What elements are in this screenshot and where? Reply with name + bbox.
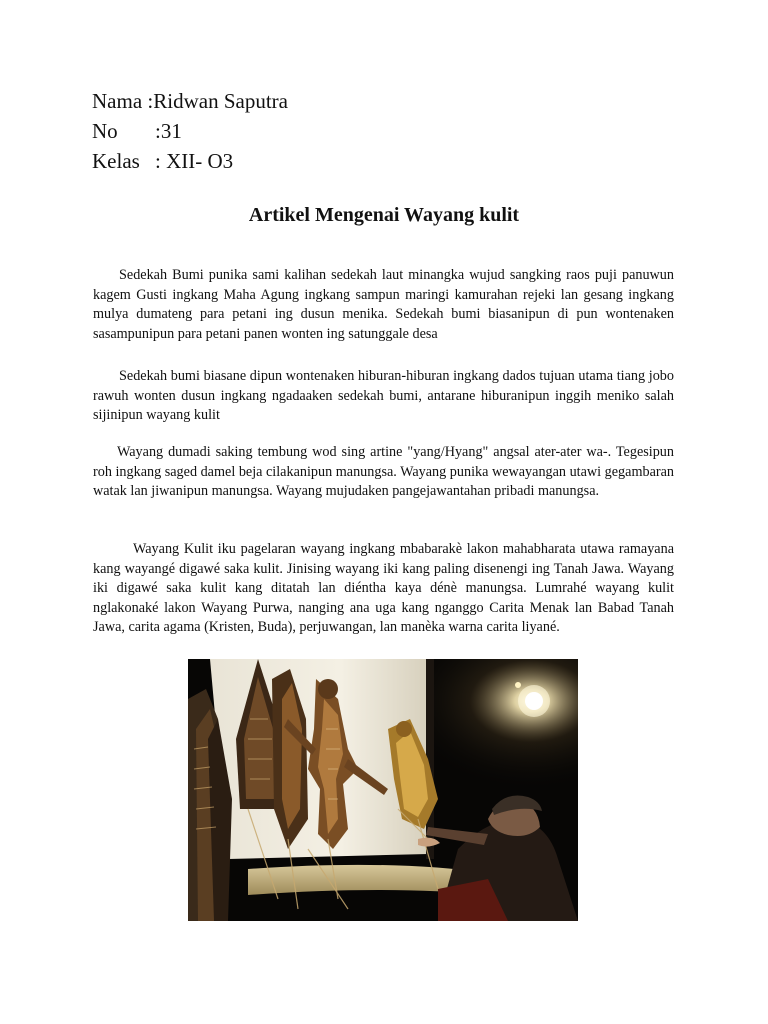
wayang-kulit-photo bbox=[188, 659, 578, 921]
class-label: Kelas bbox=[92, 149, 140, 173]
paragraph-2: Sedekah bumi biasane dipun wontenaken hiburan-hiburan ingkang dados tujuan utama tiang jobo rawuh wonten dusun ingkang ngadaaken sedekah bumi, antarane hiburanipun inggih meniko salah sijinipun wayang kulit bbox=[93, 368, 674, 423]
article-title: Artikel Mengenai Wayang kulit bbox=[248, 204, 520, 226]
wayang-kulit-illustration bbox=[188, 659, 578, 921]
class-value: : XII- O3 bbox=[155, 149, 234, 173]
name-value: :Ridwan Saputra bbox=[147, 89, 288, 113]
student-info bbox=[92, 86, 288, 176]
number-label: No bbox=[92, 119, 118, 143]
number-value: :31 bbox=[155, 119, 182, 143]
name-label: Nama bbox=[92, 89, 143, 113]
student-class-row bbox=[92, 146, 288, 176]
student-number-row bbox=[92, 116, 288, 146]
paragraph-4: Wayang Kulit iku pagelaran wayang ingkang mbabarakè lakon mahabharata utawa ramayana kang wayangé digawé saka kulit. Jinising wayang iki kang paling disenengi ing Tanah Jawa. Wayang iki digawé saka kulit kang ditatah lan diénthа kaya dénè manungsa. Lumrahé wayang kulit nglakonaké lakon Wayang Purwa, nanging ana uga kang nganggo Carita Menak lan Babad Tanah Jawa, carita agama (Kristen, Buda), perjuwangan, lan manèka warna carita liyané. bbox=[93, 541, 674, 635]
paragraph-1: Sedekah Bumi punika sami kalihan sedekah laut minangka wujud sangking raos puji panuwun kagem Gusti ingkang Maha Agung ingkang sampun maringi kamurahan rejeki lan gesang ingkang mulya dumateng para petani ing dusun menika. Sedekah bumi biasanipun di pun wontenaken sasampunipun para petani panen wonten ing satunggale desa bbox=[93, 267, 674, 342]
student-name-row bbox=[92, 86, 288, 116]
paragraph-3: Wayang dumadi saking tembung wod sing artine "yang/Hyang" angsal ater-ater wa-. Tegesipun roh ingkang saged damel beja cilakanipun manungsa. Wayang punika wewayangan utawi gegambaran watak lan jiwanipun manungsa. Wayang mujudaken pangejawantahan pribadi manungsa. bbox=[93, 444, 674, 499]
